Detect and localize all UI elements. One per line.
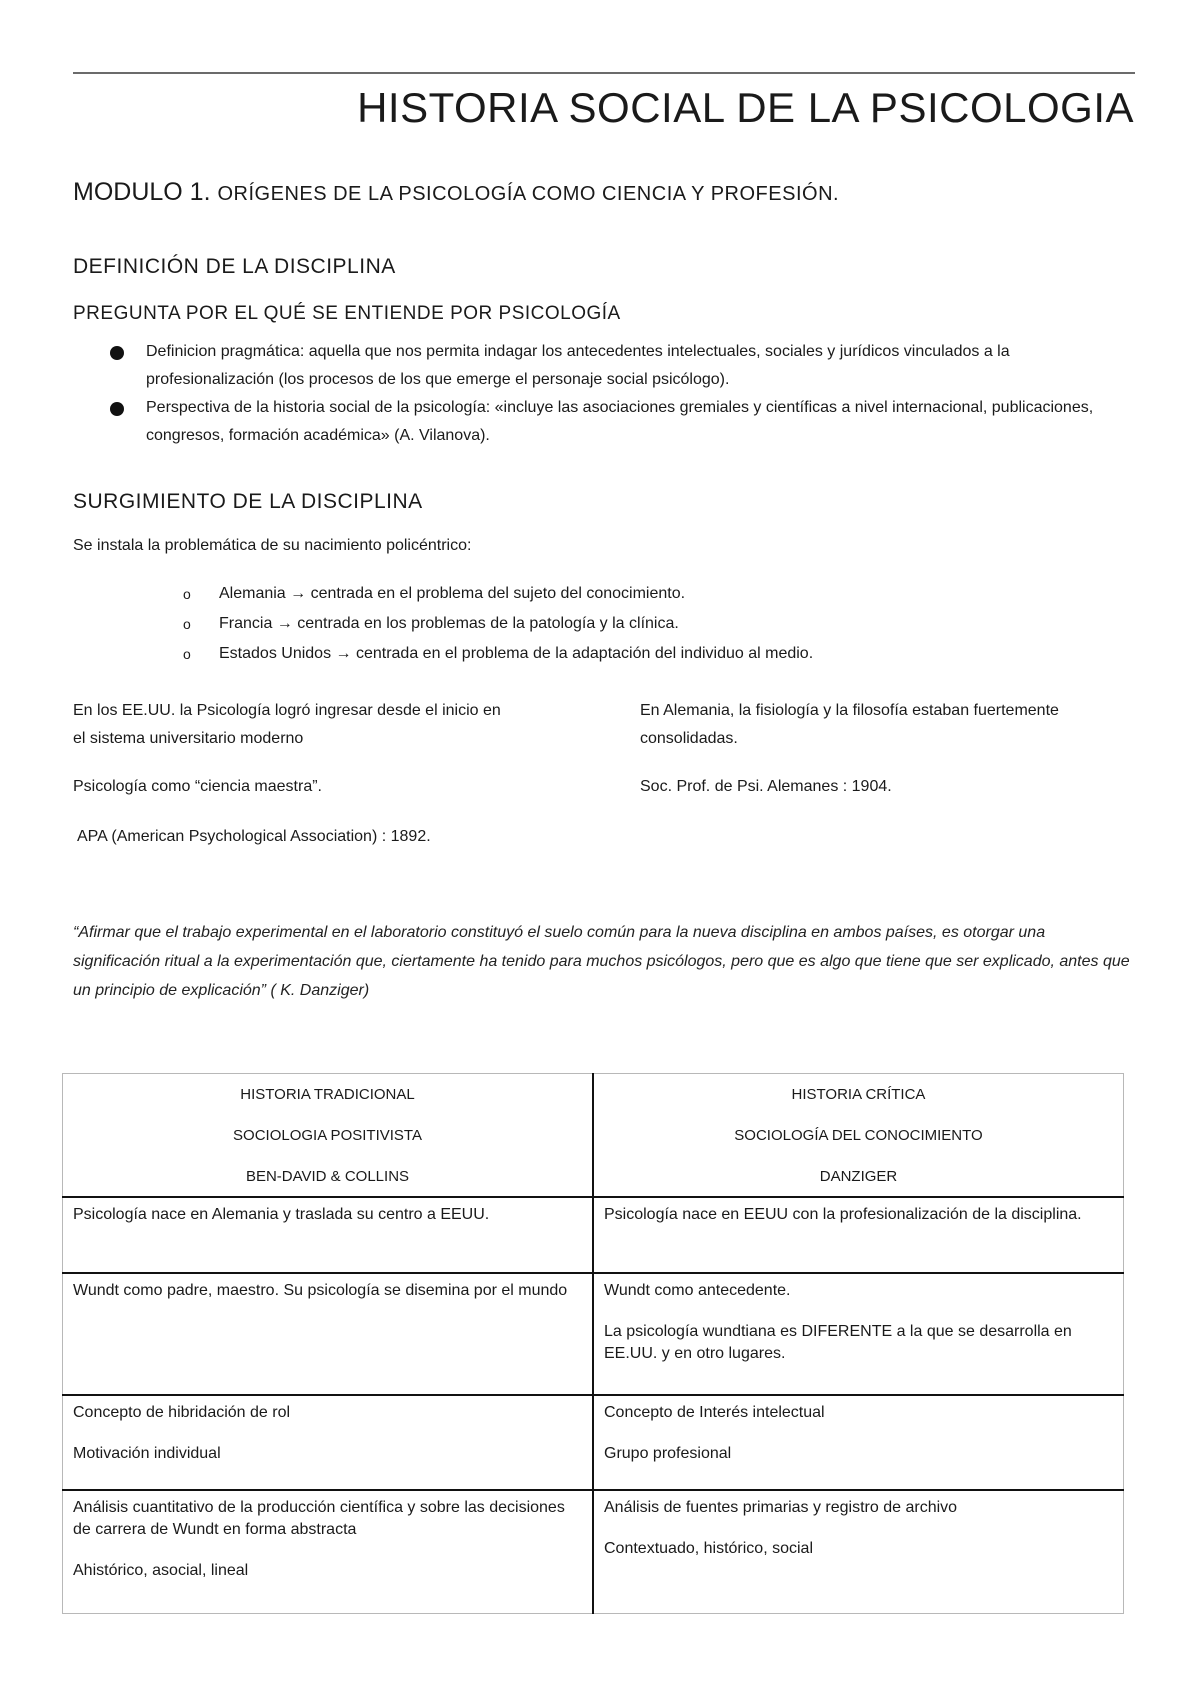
header-text: BEN-DAVID & COLLINS xyxy=(245,1168,410,1185)
header-text: HISTORIA TRADICIONAL xyxy=(240,1086,415,1103)
table-header-row xyxy=(63,1074,1124,1198)
list-item xyxy=(110,338,1140,394)
table-cell-right xyxy=(593,1273,1124,1395)
cell-text: Concepto de hibridación de rol xyxy=(73,1404,291,1421)
hollow-bullet-icon: o xyxy=(183,646,191,662)
danziger-quote: “Afirmar que el trabajo experimental en el laboratorio constituyó el suelo común para la nueva disciplina en ambos países, es otorgar una significación ritual a la experimentación que, ciertamente ha tenido para muchos psicólogos, pero que es algo que tiene que ser explicado, antes que un principio de explicación” ( K. Danziger) xyxy=(73,924,1130,999)
header-text: SOCIOLOGÍA DEL CONOCIMIENTO xyxy=(734,1127,983,1144)
cell-text: Motivación individual xyxy=(73,1445,221,1462)
cell-text: La psicología wundtiana es DIFERENTE a la que se desarrolla en EE.UU. y en otro lugares. xyxy=(604,1323,1072,1362)
table-row xyxy=(63,1273,1124,1395)
table-cell-left xyxy=(63,1395,594,1490)
cell-text: Concepto de Interés intelectual xyxy=(604,1404,825,1421)
list-item xyxy=(110,394,1140,450)
bullet-dot-icon xyxy=(110,346,124,360)
cell-text: Contextuado, histórico, social xyxy=(604,1540,813,1557)
list-item-text: Alemania → centrada en el problema del sujeto del conocimiento. xyxy=(219,585,686,602)
header-text: HISTORIA CRÍTICA xyxy=(791,1086,926,1103)
table-cell-right xyxy=(593,1490,1124,1613)
hollow-bullet-icon: o xyxy=(183,586,191,602)
definition-bullet-list xyxy=(110,338,1140,450)
table-cell-left xyxy=(63,1490,594,1613)
definition-heading: DEFINICIÓN DE LA DISCIPLINA xyxy=(73,255,396,278)
comparison-table xyxy=(62,1073,1124,1614)
table-header-cell-right xyxy=(593,1074,1124,1198)
top-rule xyxy=(73,72,1135,74)
cell-text: Wundt como padre, maestro. Su psicología se disemina por el mundo xyxy=(73,1282,568,1299)
list-item-text: Francia → centrada en los problemas de la patología y la clínica. xyxy=(219,615,679,632)
cell-text: Ahistórico, asocial, lineal xyxy=(73,1562,249,1579)
table-header-cell-left xyxy=(63,1074,594,1198)
table-row xyxy=(63,1395,1124,1490)
module-subtitle: ORÍGENES DE LA PSICOLOGÍA COMO CIENCIA Y PROFESIÓN. xyxy=(217,183,840,205)
right-column-line: Soc. Prof. de Psi. Alemanes : 1904. xyxy=(640,778,892,795)
hollow-bullet-icon: o xyxy=(183,616,191,632)
table-cell-left xyxy=(63,1273,594,1395)
header-text: DANZIGER xyxy=(819,1168,898,1185)
left-column-line: En los EE.UU. la Psicología logró ingresar desde el inicio en xyxy=(73,702,501,719)
cell-text: Análisis de fuentes primarias y registro de archivo xyxy=(604,1499,958,1516)
right-column-line: En Alemania, la fisiología y la filosofía estaban fuertemente xyxy=(640,702,1059,719)
cell-text: Análisis cuantitativo de la producción científica y sobre las decisiones de carrera de Wundt en forma abstracta xyxy=(73,1499,565,1538)
list-item-text: Estados Unidos → centrada en el problema de la adaptación del individuo al medio. xyxy=(219,645,814,662)
cell-text: Grupo profesional xyxy=(604,1445,732,1462)
table-row xyxy=(63,1197,1124,1273)
table-cell-left xyxy=(63,1197,594,1273)
definition-subheading: PREGUNTA POR EL QUÉ SE ENTIENDE POR PSICOLOGÍA xyxy=(73,303,621,324)
bullet-dot-icon xyxy=(110,402,124,416)
bullet-text: Perspectiva de la historia social de la psicología: «incluye las asociaciones gremiales y científicas a nivel internacional, publicaciones, congresos, formación académica» (A. Vilanova). xyxy=(146,399,1094,444)
left-column-line: el sistema universitario moderno xyxy=(73,730,304,747)
document-title: HISTORIA SOCIAL DE LA PSICOLOGIA xyxy=(357,84,1134,131)
cell-text: Wundt como antecedente. xyxy=(604,1282,791,1299)
table-row xyxy=(63,1490,1124,1613)
module-heading xyxy=(73,178,839,207)
table-cell-right xyxy=(593,1395,1124,1490)
left-column-line: Psicología como “ciencia maestra”. xyxy=(73,778,322,795)
header-text: SOCIOLOGIA POSITIVISTA xyxy=(233,1127,422,1144)
right-column-line: consolidadas. xyxy=(640,730,738,747)
emergence-heading: SURGIMIENTO DE LA DISCIPLINA xyxy=(73,490,423,513)
emergence-list xyxy=(183,579,813,669)
list-item xyxy=(183,639,813,669)
cell-text: Psicología nace en Alemania y traslada su centro a EEUU. xyxy=(73,1206,490,1223)
module-label: MODULO 1. xyxy=(73,178,211,206)
list-item xyxy=(183,609,813,639)
table-cell-right xyxy=(593,1197,1124,1273)
left-column-line: APA (American Psychological Association) : 1892. xyxy=(77,828,431,845)
list-item xyxy=(183,579,813,609)
emergence-intro: Se instala la problemática de su nacimiento policéntrico: xyxy=(73,537,472,554)
cell-text: Psicología nace en EEUU con la profesionalización de la disciplina. xyxy=(604,1206,1082,1223)
bullet-text: Definicion pragmática: aquella que nos permita indagar los antecedentes intelectuales, sociales y jurídicos vinculados a la profesionalización (los procesos de los que emerge el personaje social psicólogo). xyxy=(146,343,1010,388)
